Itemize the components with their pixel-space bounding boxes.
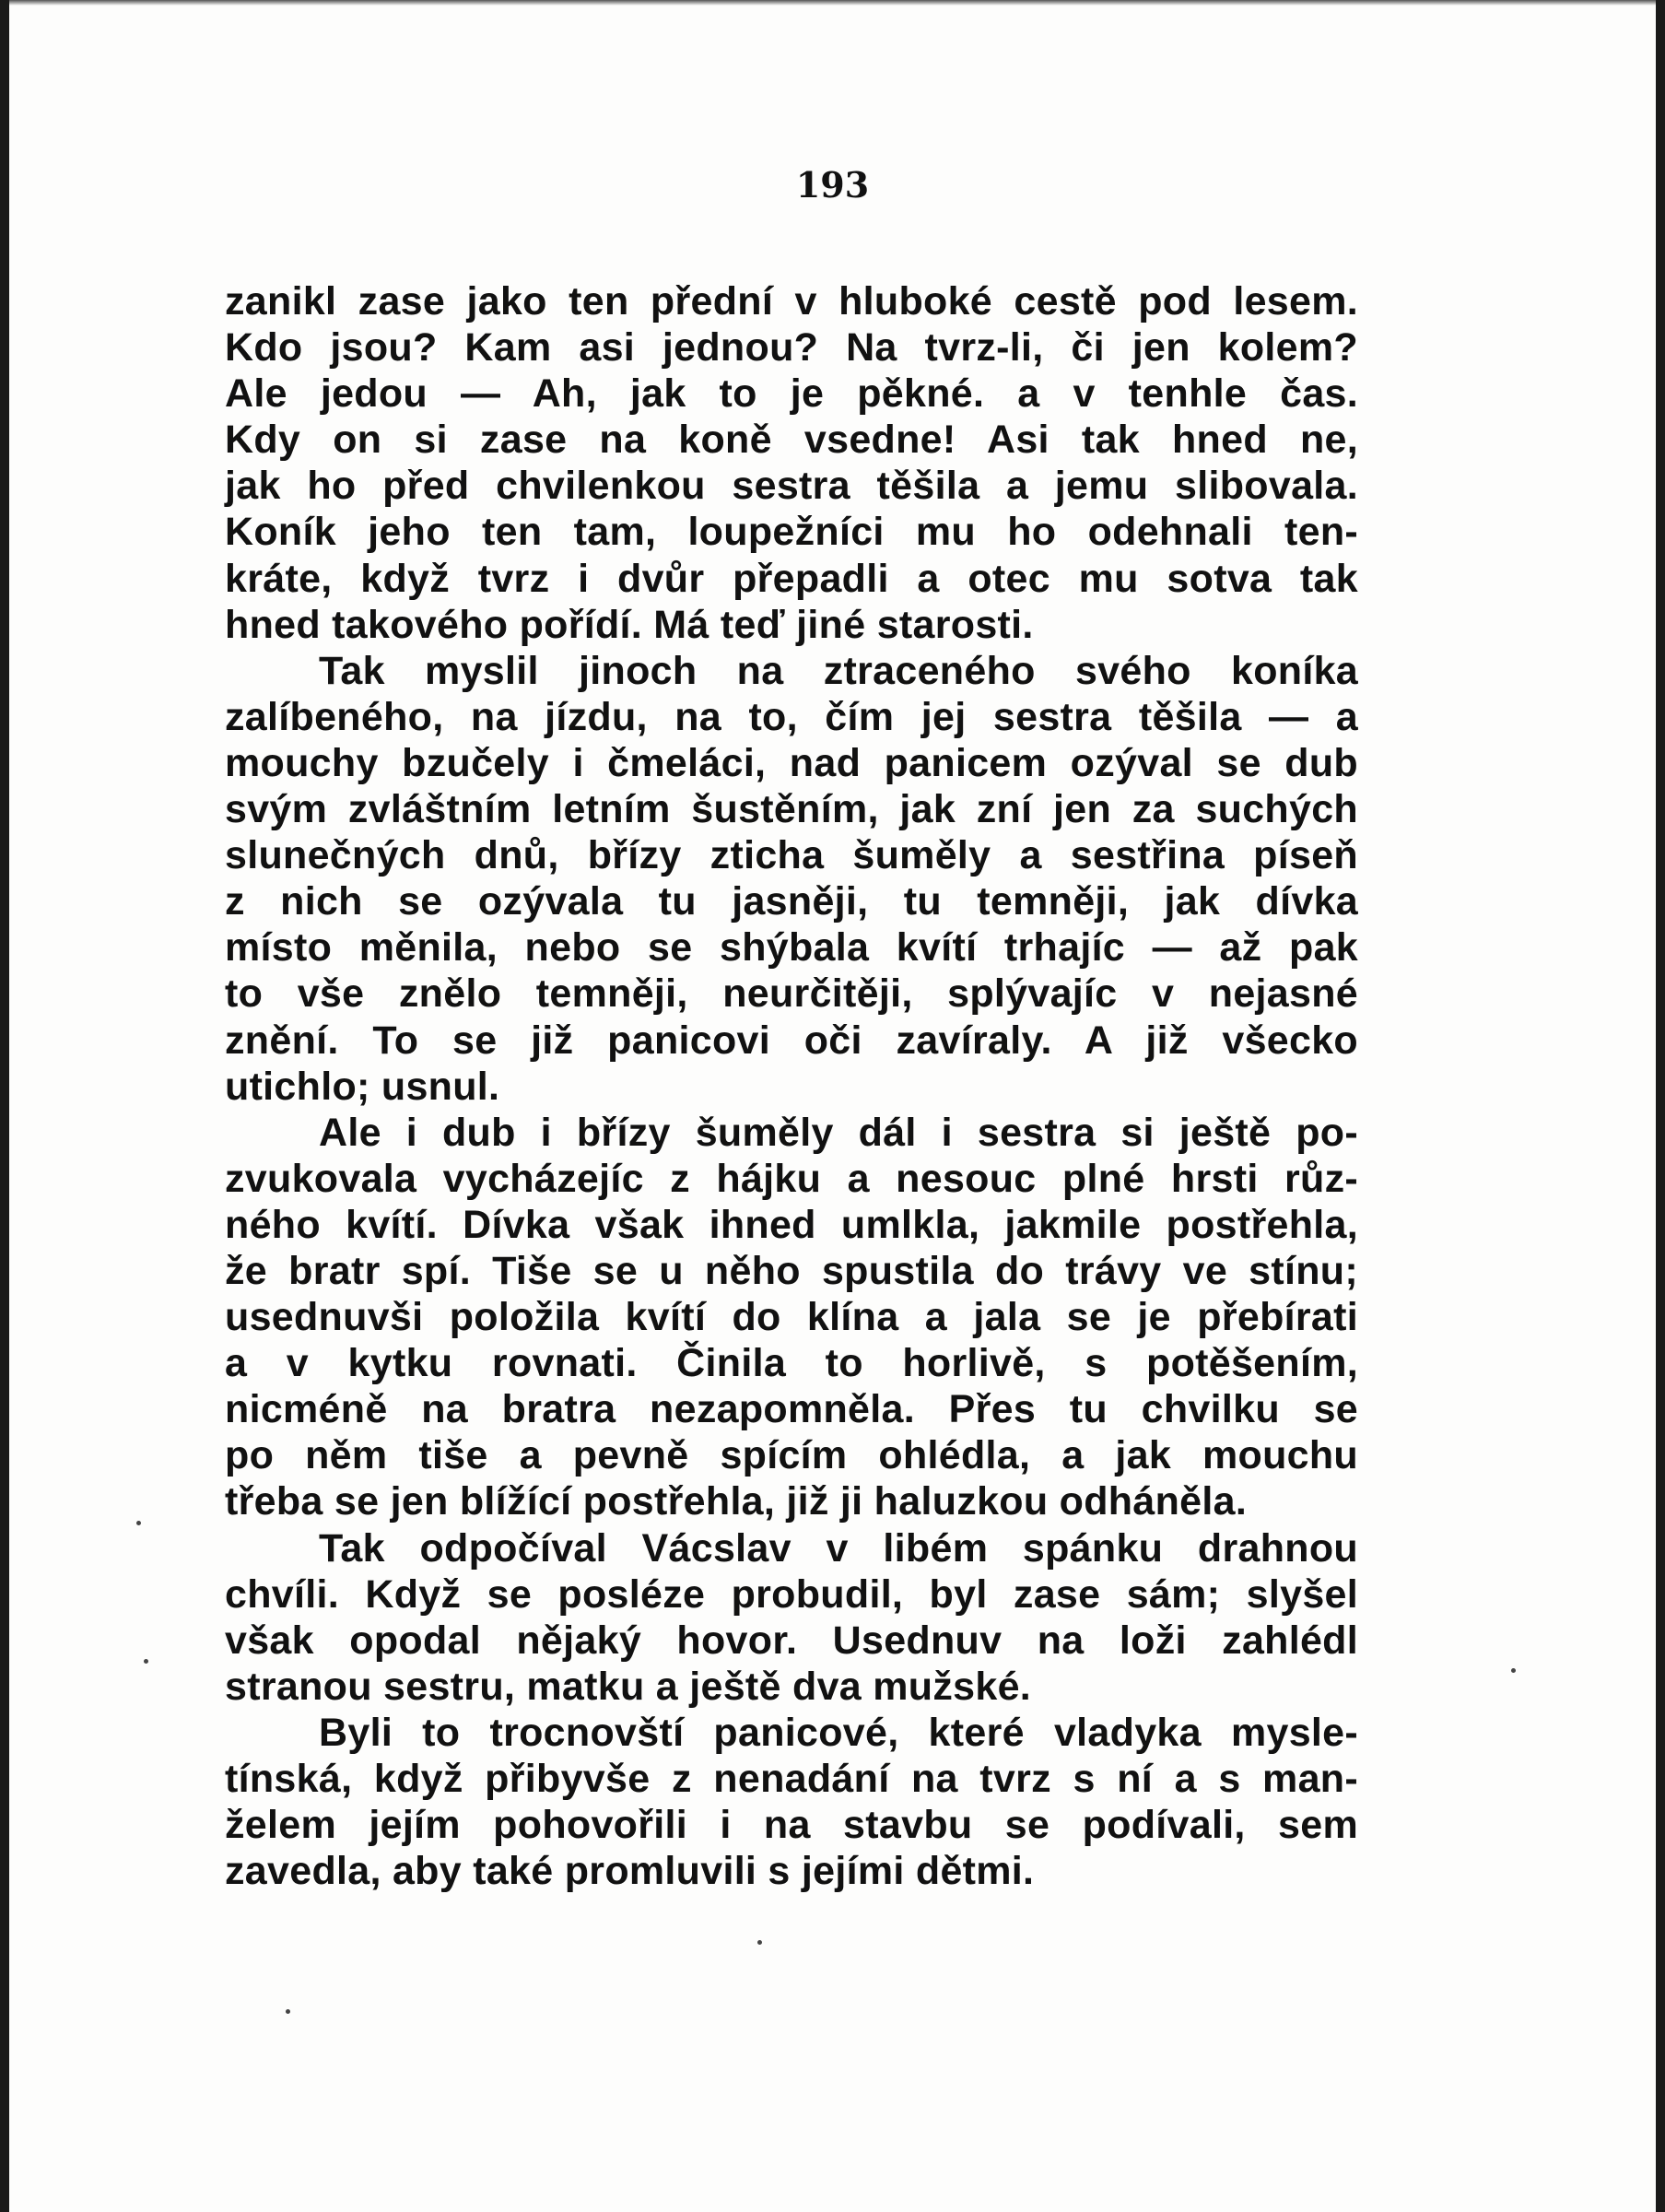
text-line: Ale i dub i břízy šuměly dál i sestra si ještě po- — [319, 1110, 1358, 1155]
body-text — [225, 278, 1358, 1894]
text-line: Kdy on si zase na koně vsedne! Asi tak hned ne, — [225, 418, 1358, 463]
scan-edge-right — [1656, 0, 1665, 2212]
text-line: Koník jeho ten tam, loupežníci mu ho odehnali ten- — [225, 510, 1358, 555]
text-line: Ale jedou — Ah, jak to je pěkné. a v tenhle čas. — [225, 371, 1358, 417]
text-line: slunečných dnů, břízy zticha šuměly a sestřina píseň — [225, 833, 1358, 878]
text-line: chvíli. Když se posléze probudil, byl zase sám; slyšel — [225, 1571, 1358, 1617]
text-line: hned takového pořídí. Má teď jiné starosti. — [225, 602, 1034, 647]
text-line: třeba se jen blížící postřehla, již ji haluzkou odháněla. — [225, 1479, 1248, 1524]
text-line: nicméně na bratra nezapomněla. Přes tu chvilku se — [225, 1387, 1358, 1432]
scan-speck — [286, 2009, 290, 2014]
text-line: a v kytku rovnati. Činila to horlivě, s potěšením, — [225, 1341, 1358, 1386]
text-line: místo měnila, nebo se shýbala kvítí trhajíc — až pak — [225, 925, 1358, 971]
text-line: to vše znělo temněji, neurčitěji, splývajíc v nejasné — [225, 971, 1358, 1017]
text-line: ného kvítí. Dívka však ihned umlkla, jakmile postřehla, — [225, 1202, 1358, 1247]
scan-speck — [136, 1521, 141, 1525]
text-line: zvukovala vycházejíc z hájku a nesouc plné hrsti růz- — [225, 1156, 1358, 1201]
text-line: Tak myslil jinoch na ztraceného svého koníka — [319, 648, 1358, 693]
text-line: znění. To se již panicovi oči zavíraly. A již všecko — [225, 1018, 1358, 1063]
text-line: utichlo; usnul. — [225, 1064, 500, 1109]
scan-edge-top — [9, 0, 1659, 6]
text-line: že bratr spí. Tiše se u něho spustila do trávy ve stínu; — [225, 1248, 1358, 1293]
text-line: želem jejím pohovořili i na stavbu se podívali, sem — [225, 1803, 1358, 1848]
text-line: z nich se ozývala tu jasněji, tu temněji, jak dívka — [225, 879, 1358, 924]
scan-speck — [757, 1940, 762, 1945]
scan-speck — [1511, 1668, 1516, 1673]
text-line: stranou sestru, matku a ještě dva mužské. — [225, 1664, 1032, 1709]
text-line: Kdo jsou? Kam asi jednou? Na tvrz-li, či jen kolem? — [225, 325, 1358, 371]
text-line: mouchy bzučely i čmeláci, nad panicem ozýval se dub — [225, 740, 1358, 785]
text-line: kráte, když tvrz i dvůr přepadli a otec mu sotva tak — [225, 556, 1358, 601]
text-line: jak ho před chvilenkou sestra těšila a jemu slibovala. — [225, 464, 1358, 509]
text-line: svým zvláštním letním šustěním, jak zní jen za suchých — [225, 787, 1358, 832]
page-number: 193 — [795, 164, 870, 206]
text-line: usednuvši položila kvítí do klína a jala se je přebírati — [225, 1295, 1358, 1340]
scan-speck — [144, 1659, 148, 1664]
text-line: Byli to trocnovští panicové, které vladyka mysle- — [319, 1710, 1358, 1755]
text-line: zanikl zase jako ten přední v hluboké cestě pod lesem. — [225, 279, 1358, 324]
text-line: tínská, když přibyvše z nenadání na tvrz s ní a s man- — [225, 1757, 1358, 1801]
text-line: zavedla, aby také promluvili s jejími dětmi. — [225, 1849, 1035, 1894]
text-line: zalíbeného, na jízdu, na to, čím jej sestra těšila — a — [225, 694, 1358, 739]
text-line: však opodal nějaký hovor. Usednuv na loži zahlédl — [225, 1618, 1358, 1663]
scan-edge-left — [0, 0, 9, 2212]
text-line: po něm tiše a pevně spícím ohlédla, a jak mouchu — [225, 1433, 1358, 1478]
text-line: Tak odpočíval Vácslav v libém spánku drahnou — [319, 1525, 1358, 1571]
